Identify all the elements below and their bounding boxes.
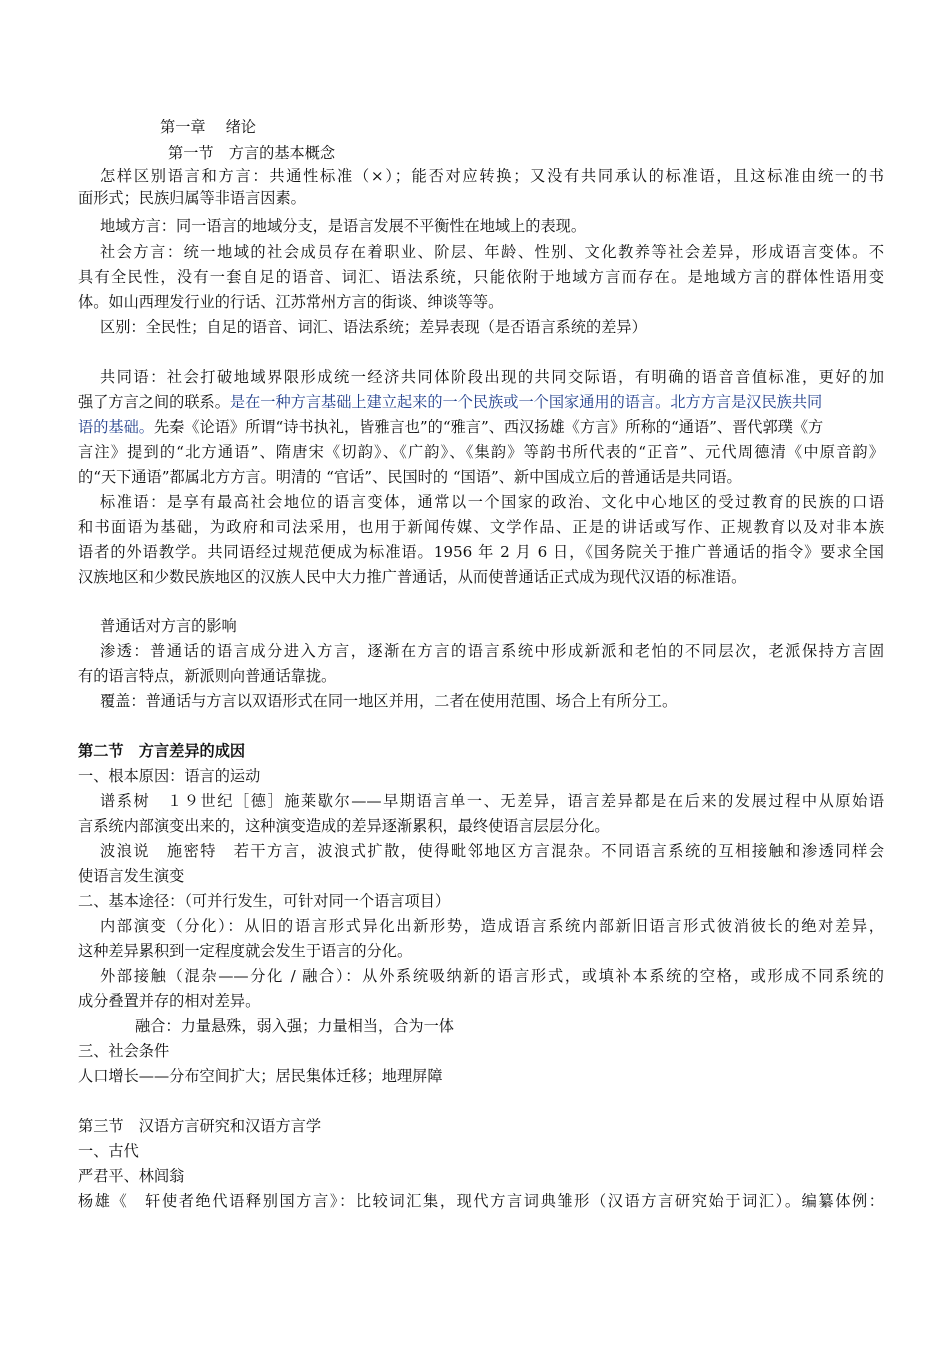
- paragraph-line: 外部接触（混杂——分化 / 融合）：从外系统吸纳新的语言形式，或填补本系统的空格，或形成不同系统的: [100, 967, 884, 985]
- subheading: 三、社会条件: [78, 1042, 170, 1060]
- paragraph-line: [78, 416, 884, 438]
- paragraph-line: 社会方言：统一地域的社会成员存在着职业、阶层、年龄、性别、文化教养等社会差异，形成语言变体。不: [100, 243, 884, 261]
- paragraph-line: 体。如山西理发行业的行话、江苏常州方言的街谈、绅谈等等。: [78, 293, 504, 311]
- subheading: 一、根本原因：语言的运动: [78, 767, 261, 785]
- paragraph-line: 标准语：是享有最高社会地位的语言变体，通常以一个国家的政治、文化中心地区的受过教育的民族的口语: [100, 493, 884, 511]
- paragraph-line: 杨雄《 轩使者绝代语释别国方言》：比较词汇集，现代方言词典雏形（汉语方言研究始于词汇）。编纂体例：: [78, 1192, 884, 1210]
- paragraph-line: 共同语：社会打破地域界限形成统一经济共同体阶段出现的共同交际语，有明确的语音音值标准，更好的加: [100, 368, 884, 386]
- chapter-title: 第一章 绪论: [160, 118, 256, 136]
- paragraph-line: 渗透：普通话的语言成分进入方言，逐渐在方言的语言系统中形成新派和老怕的不同层次，老派保持方言固: [100, 642, 884, 660]
- highlighted-text: 语的基础。: [78, 418, 154, 436]
- paragraph-line: 言注》提到的“北方通语”、隋唐宋《切韵》、《广韵》、《集韵》等韵书所代表的“正音”、元代周德清《中原音韵》: [78, 443, 884, 461]
- paragraph-line: 内部演变（分化）：从旧的语言形式异化出新形势，造成语言系统内部新旧语言形式彼消彼长的绝对差异，: [100, 917, 884, 935]
- paragraph-line: 地域方言：同一语言的地域分支，是语言发展不平衡性在地域上的表现。: [100, 217, 586, 235]
- paragraph-line: 波浪说 施密特 若干方言，波浪式扩散，使得毗邻地区方言混杂。不同语言系统的互相接触和渗透同样会: [100, 842, 884, 860]
- paragraph-line: 怎样区别语言和方言：共通性标准（×）；能否对应转换；又没有共同承认的标准语，且这标准由统一的书: [100, 167, 884, 185]
- section-3-title: 第三节 汉语方言研究和汉语方言学: [78, 1117, 321, 1135]
- paragraph-line: 覆盖：普通话与方言以双语形式在同一地区并用，二者在使用范围、场合上有所分工。: [100, 692, 678, 710]
- paragraph-line: 汉族地区和少数民族地区的汉族人民中大力推广普通话，从而使普通话正式成为现代汉语的标准语。: [78, 568, 747, 586]
- paragraph-line: 具有全民性，没有一套自足的语音、词汇、语法系统，只能依附于地域方言而存在。是地域方言的群体性语用变: [78, 268, 884, 286]
- paragraph-line: 严君平、林闾翁: [78, 1167, 185, 1185]
- paragraph-line: 有的语言特点，新派则向普通话靠拢。: [78, 667, 337, 685]
- paragraph-line: 谱系树 １９世纪［德］施莱歇尔——早期语言单一、无差异，语言差异都是在后来的发展过程中从原始语: [100, 792, 884, 810]
- text-run: 先秦《论语》所谓“诗书执礼，皆雅言也”的“雅言”、西汉扬雄《方言》所称的“通语”、晋代郭璞《方: [153, 418, 824, 436]
- subheading: 普通话对方言的影响: [100, 617, 237, 635]
- paragraph-line: 人口增长——分布空间扩大；居民集体迁移；地理屏障: [78, 1067, 443, 1085]
- paragraph-line: 的“天下通语”都属北方方言。明清的 “官话”、民国时的 “国语”、新中国成立后的普通话是共同语。: [78, 468, 742, 486]
- paragraph-line: 和书面语为基础，为政府和司法采用，也用于新闻传媒、文学作品、正是的讲话或写作、正规教育以及对非本族: [78, 518, 884, 536]
- paragraph-line: 语者的外语教学。共同语经过规范便成为标准语。1956 年 2 月 6 日，《国务院关于推广普通话的指令》要求全国: [78, 543, 884, 561]
- paragraph-line: 成分叠置并存的相对差异。: [78, 992, 261, 1010]
- text-run: 强了方言之间的联系。: [78, 393, 230, 411]
- section-1-title: 第一节 方言的基本概念: [168, 144, 336, 162]
- section-2-title: 第二节 方言差异的成因: [78, 742, 246, 760]
- paragraph-line: 融合：力量悬殊，弱入强；力量相当，合为一体: [135, 1017, 454, 1035]
- paragraph-line: 使语言发生演变: [78, 867, 185, 885]
- subheading: 一、古代: [78, 1142, 139, 1160]
- paragraph-line: 这种差异累积到一定程度就会发生于语言的分化。: [78, 942, 413, 960]
- paragraph-line: 面形式；民族归属等非语言因素。: [78, 189, 306, 207]
- highlighted-text: 是在一种方言基础上建立起来的一个民族或一个国家通用的语言。北方方言是汉民族共同: [229, 393, 823, 411]
- paragraph-line: [78, 391, 884, 413]
- paragraph-line: 区别：全民性；自足的语音、词汇、语法系统；差异表现（是否语言系统的差异）: [100, 318, 647, 336]
- subheading: 二、基本途径：（可并行发生，可针对同一个语言项目）: [78, 892, 451, 910]
- paragraph-line: 言系统内部演变出来的，这种演变造成的差异逐渐累积，最终使语言层层分化。: [78, 817, 610, 835]
